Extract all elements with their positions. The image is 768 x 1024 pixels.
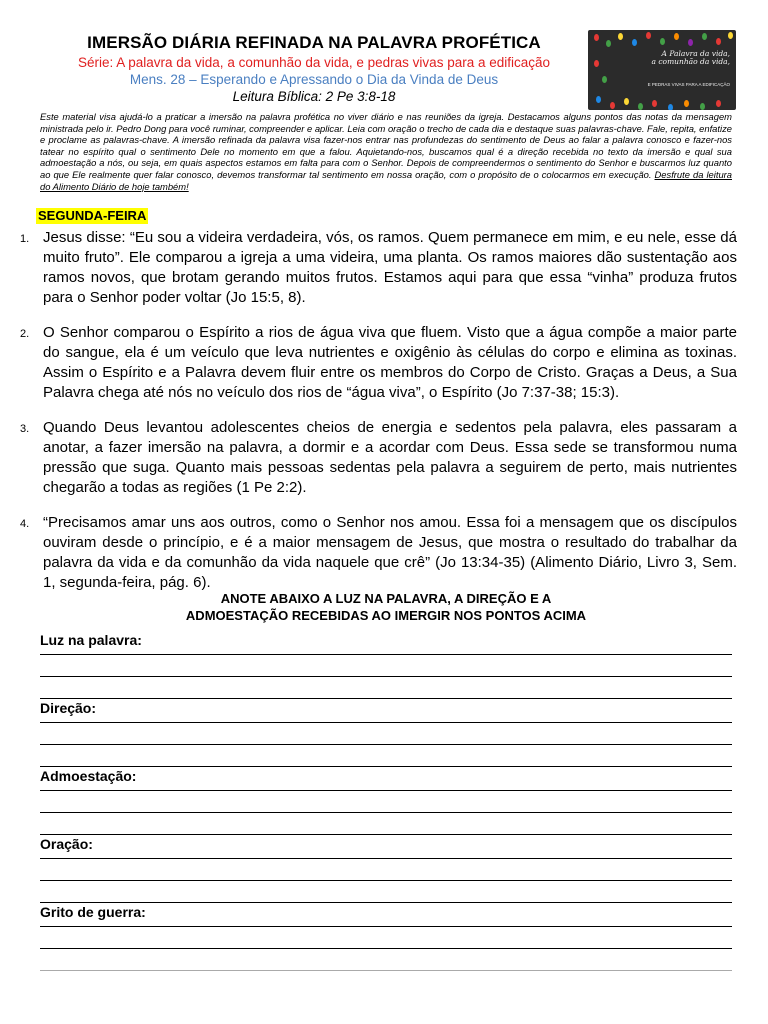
note-block-direction [40, 699, 732, 767]
note-line[interactable] [40, 927, 732, 949]
cover-title: A Palavra da vida, a comunhão da vida, [651, 49, 730, 66]
note-block-battle-cry [40, 903, 732, 971]
item-text: O Senhor comparou o Espírito a rios de água viva que fluem. Visto que a água compõe a maior parte do sangue, ela é um veículo que leva nutrientes e oxigênio às células do corpo e elimina as toxinas. Assim o Espírito e a Palavra devem fluir entre os membros do Corpo de Cristo. Graças a Deus, a Sua Palavra chega até nós no veículo dos rios de “água viva”, o Espírito (Jo 7:37-38; 15:3). [43, 324, 737, 401]
note-line[interactable] [40, 745, 732, 767]
note-label: Direção: [40, 700, 97, 716]
note-label: Grito de guerra: [40, 904, 146, 920]
notes-instruction: ANOTE ABAIXO A LUZ NA PALAVRA, A DIREÇÃO E A ADMOESTAÇÃO RECEBIDAS AO IMERGIR NOS PONTOS ACIMA [185, 591, 587, 623]
note-block-admonition [40, 767, 732, 835]
list-item [20, 418, 737, 498]
note-line[interactable] [40, 677, 732, 699]
note-line[interactable] [40, 655, 732, 677]
item-text: Jesus disse: “Eu sou a videira verdadeira, vós, os ramos. Quem permanece em mim, e eu nele, esse dá muito fruto”. Ele comparou a igreja a uma videira, uma planta. Os ramos maiores dão sustentação aos ramos novos, que brotam gerando muitos frutos. Estamos aqui para que essa “vinha” produza frutos para o Senhor poder voltar (Jo 15:5, 8). [43, 229, 737, 306]
item-number: 4. [20, 518, 30, 530]
intro-closing: Desfrute da leitura do Alimento Diário de hoje também! [40, 168, 732, 192]
list-item [20, 513, 737, 593]
note-block-light [40, 631, 732, 699]
points-list [20, 228, 737, 608]
item-number: 3. [20, 423, 30, 435]
notes-section [40, 631, 732, 971]
note-line[interactable] [40, 813, 732, 835]
message-subtitle: Mens. 28 – Esperando e Apressando o Dia da Vinda de Deus [129, 72, 499, 87]
note-line[interactable] [40, 791, 732, 813]
note-label: Luz na palavra: [40, 632, 142, 648]
series-subtitle: Série: A palavra da vida, a comunhão da vida, e pedras vivas para a edificação [77, 55, 551, 70]
cover-image [588, 30, 736, 110]
note-line[interactable] [40, 881, 732, 903]
note-label: Admoestação: [40, 768, 137, 784]
bible-reading: Leitura Bíblica: 2 Pe 3:8-18 [232, 89, 396, 104]
note-line[interactable] [40, 949, 732, 971]
item-text: Quando Deus levantou adolescentes cheios de energia e sedentos pela palavra, eles passaram a anotar, a fazer imersão na palavra, a dormir e a acordar com Deus. Essa sede se transformou numa pressão que suga. Quanto mais pessoas sedentas pela palavra a seguirem de perto, mais nutrientes chegarão a todas as regiões (1 Pe 2:2). [43, 419, 737, 496]
item-text: “Precisamos amar uns aos outros, como o Senhor nos amou. Essa foi a mensagem que os discípulos ouviram desde o princípio, e é a maior mensagem de Jesus, que mostra o resultado do trabalhar da palavra da vida e da comunhão da vida naquele que crê” (Jo 13:34-35) (Alimento Diário, Livro 3, Sem. 1, segunda-feira, pág. 6). [43, 514, 737, 591]
cover-subtitle: E PEDRAS VIVAS PARA A EDIFICAÇÃO [647, 82, 730, 87]
intro-paragraph: Este material visa ajudá-lo a praticar a imersão na palavra profética no viver diário e nas reuniões da igreja. Destacamos alguns pontos das notas da mensagem ministrada pelo ir. Pedro Dong para você ruminar, compreender e aplicar. Leia com oração o trecho de cada dia e destaque suas palavras-chave. Fale, repita, enfatize e proclame as palavras-chave. A imersão refinada da palavra visa fazer-nos entrar nas profundezas do sentimento de Deus ao falar a palavra conosco e fazer-nos tatear no espírito qual o sentimento Dele no momento em que a falou. Aquietando-nos, buscamos qual é a direção recebida no texto da imersão e qual sua admoestação a nós, ou seja, em quais aspectos estamos em falta para com o Senhor. Depois de compreendermos o sentimento do Senhor e buscarmos luz quanto ao que Ele realmente quer falar conosco, devemos transformar tal sentimento em nossa oração, com o propósito de o colocarmos em execução. Desfrute da leitura do Alimento Diário de hoje também! [40, 111, 732, 192]
page-title: IMERSÃO DIÁRIA REFINADA NA PALAVRA PROFÉTICA [87, 33, 541, 52]
day-label: SEGUNDA-FEIRA [38, 208, 147, 223]
list-item [20, 323, 737, 403]
note-line[interactable] [40, 723, 732, 745]
list-item [20, 228, 737, 308]
item-number: 1. [20, 233, 30, 245]
header [40, 32, 588, 105]
note-line[interactable] [40, 859, 732, 881]
note-block-prayer [40, 835, 732, 903]
note-label: Oração: [40, 836, 93, 852]
item-number: 2. [20, 328, 30, 340]
